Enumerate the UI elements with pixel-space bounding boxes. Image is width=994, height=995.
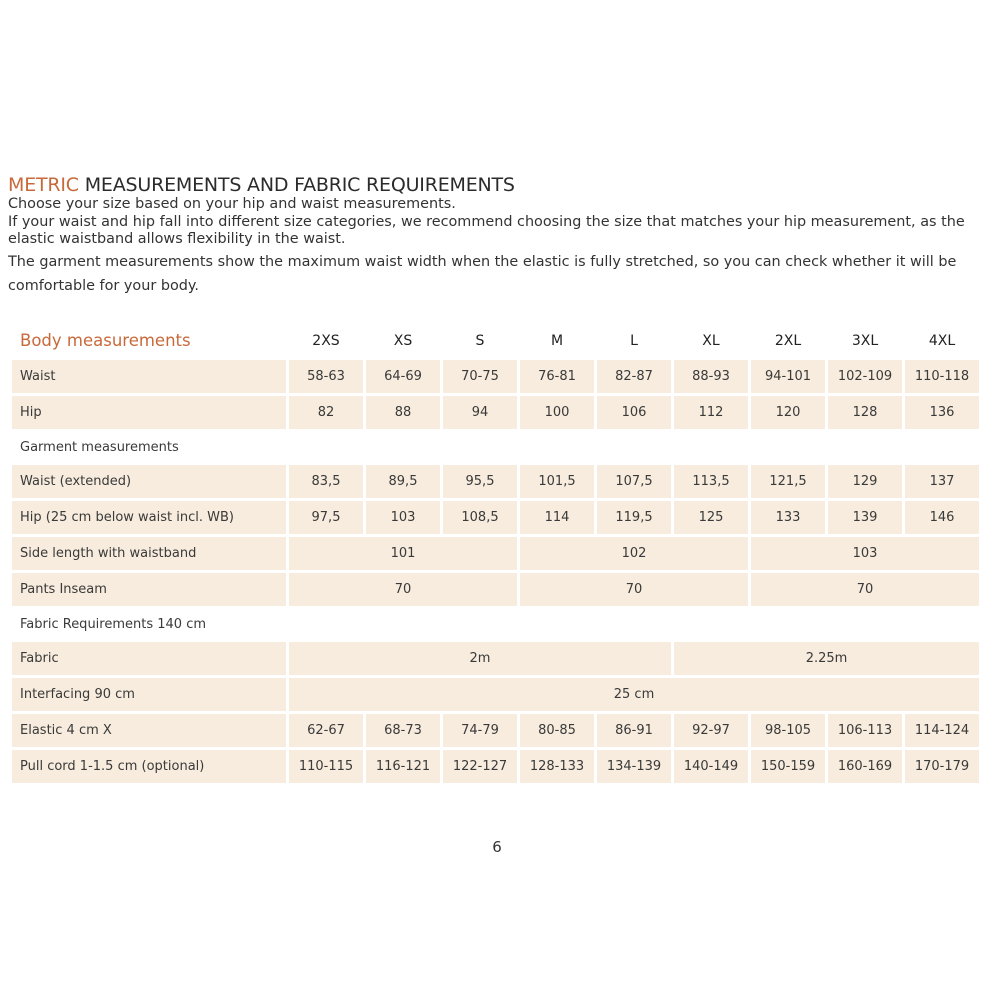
header-row xyxy=(12,324,979,357)
table-cell: 146 xyxy=(905,501,979,534)
table-cell: 68-73 xyxy=(366,714,440,747)
table-cell: 125 xyxy=(674,501,748,534)
table-cell: 140-149 xyxy=(674,750,748,783)
table-cell: 94-101 xyxy=(751,360,825,393)
size-chart-table xyxy=(9,321,982,786)
table-cell: 102-109 xyxy=(828,360,902,393)
table-cell: 108,5 xyxy=(443,501,517,534)
table-title: Body measurements xyxy=(20,331,191,350)
size-header: XS xyxy=(393,332,413,349)
size-header: 3XL xyxy=(851,332,879,349)
row-label: Side length with waistband xyxy=(12,537,286,570)
intro-text xyxy=(8,196,988,298)
table-cell: 103 xyxy=(366,501,440,534)
table-cell: 76-81 xyxy=(520,360,594,393)
table-cell: 70-75 xyxy=(443,360,517,393)
table-row xyxy=(12,501,979,534)
table-cell: 110-115 xyxy=(289,750,363,783)
heading-accent: METRIC xyxy=(8,174,79,196)
row-label: Hip xyxy=(12,396,286,429)
page-heading xyxy=(8,174,515,196)
table-cell: 25 cm xyxy=(289,678,979,711)
table-cell: 94 xyxy=(443,396,517,429)
table-cell: 114-124 xyxy=(905,714,979,747)
table-cell: 83,5 xyxy=(289,465,363,498)
intro-line-3: The garment measurements show the maximum waist width when the elastic is fully stretched, so you can check whether it will be comfortable for your body. xyxy=(8,253,957,294)
table-cell: 120 xyxy=(751,396,825,429)
size-header: 4XL xyxy=(928,332,956,349)
table-cell: 128 xyxy=(828,396,902,429)
table-cell: 58-63 xyxy=(289,360,363,393)
table-cell: 82 xyxy=(289,396,363,429)
row-label: Hip (25 cm below waist incl. WB) xyxy=(12,501,286,534)
size-header: XL xyxy=(702,332,720,349)
page-number: 6 xyxy=(492,838,502,856)
section-label: Fabric Requirements 140 cm xyxy=(20,616,207,632)
table-cell: 88-93 xyxy=(674,360,748,393)
table-row xyxy=(12,396,979,429)
table-cell: 70 xyxy=(520,573,748,606)
table-cell: 110-118 xyxy=(905,360,979,393)
table-cell: 102 xyxy=(520,537,748,570)
table-row xyxy=(12,360,979,393)
row-label: Fabric xyxy=(12,642,286,675)
table-cell: 136 xyxy=(905,396,979,429)
size-header: L xyxy=(630,332,638,349)
table-row xyxy=(12,465,979,498)
table-cell: 116-121 xyxy=(366,750,440,783)
table-cell: 88 xyxy=(366,396,440,429)
heading-text: MEASUREMENTS AND FABRIC REQUIREMENTS xyxy=(84,174,515,196)
table-cell: 170-179 xyxy=(905,750,979,783)
table-cell: 70 xyxy=(751,573,979,606)
row-label: Waist xyxy=(12,360,286,393)
table-cell: 82-87 xyxy=(597,360,671,393)
row-label: Pull cord 1-1.5 cm (optional) xyxy=(12,750,286,783)
table-row xyxy=(12,642,979,675)
table-cell: 113,5 xyxy=(674,465,748,498)
table-cell: 2m xyxy=(289,642,671,675)
intro-line-1: Choose your size based on your hip and waist measurements. xyxy=(8,196,456,212)
table-cell: 133 xyxy=(751,501,825,534)
section-row xyxy=(12,432,979,462)
size-header: 2XS xyxy=(312,332,340,349)
size-header: M xyxy=(550,332,564,349)
table-cell: 101 xyxy=(289,537,517,570)
table-cell: 97,5 xyxy=(289,501,363,534)
table-cell: 89,5 xyxy=(366,465,440,498)
table-cell: 150-159 xyxy=(751,750,825,783)
table-row xyxy=(12,750,979,783)
size-header: S xyxy=(475,332,485,349)
table-cell: 112 xyxy=(674,396,748,429)
row-label: Interfacing 90 cm xyxy=(12,678,286,711)
table-row xyxy=(12,678,979,711)
table-cell: 119,5 xyxy=(597,501,671,534)
table-cell: 80-85 xyxy=(520,714,594,747)
table-row xyxy=(12,537,979,570)
row-label: Elastic 4 cm X xyxy=(12,714,286,747)
table-row xyxy=(12,573,979,606)
section-row xyxy=(12,609,979,639)
table-cell: 62-67 xyxy=(289,714,363,747)
intro-line-2: If your waist and hip fall into different size categories, we recommend choosing the size that matches your hip measurement, as the elastic waistband allows flexibility in the waist. xyxy=(8,213,965,247)
table-cell: 106 xyxy=(597,396,671,429)
table-cell: 86-91 xyxy=(597,714,671,747)
row-label: Waist (extended) xyxy=(12,465,286,498)
table-cell: 74-79 xyxy=(443,714,517,747)
table-cell: 122-127 xyxy=(443,750,517,783)
table-cell: 98-105 xyxy=(751,714,825,747)
table-cell: 92-97 xyxy=(674,714,748,747)
table-cell: 64-69 xyxy=(366,360,440,393)
table-cell: 128-133 xyxy=(520,750,594,783)
table-cell: 2.25m xyxy=(674,642,979,675)
table-cell: 103 xyxy=(751,537,979,570)
table-cell: 70 xyxy=(289,573,517,606)
table-cell: 121,5 xyxy=(751,465,825,498)
table-row xyxy=(12,714,979,747)
table-cell: 101,5 xyxy=(520,465,594,498)
table-cell: 95,5 xyxy=(443,465,517,498)
table-cell: 137 xyxy=(905,465,979,498)
table-cell: 100 xyxy=(520,396,594,429)
table-cell: 139 xyxy=(828,501,902,534)
section-label: Garment measurements xyxy=(20,439,179,455)
table-cell: 134-139 xyxy=(597,750,671,783)
table-cell: 106-113 xyxy=(828,714,902,747)
size-header: 2XL xyxy=(774,332,802,349)
table-cell: 114 xyxy=(520,501,594,534)
table-cell: 160-169 xyxy=(828,750,902,783)
table-cell: 129 xyxy=(828,465,902,498)
row-label: Pants Inseam xyxy=(12,573,286,606)
table-cell: 107,5 xyxy=(597,465,671,498)
